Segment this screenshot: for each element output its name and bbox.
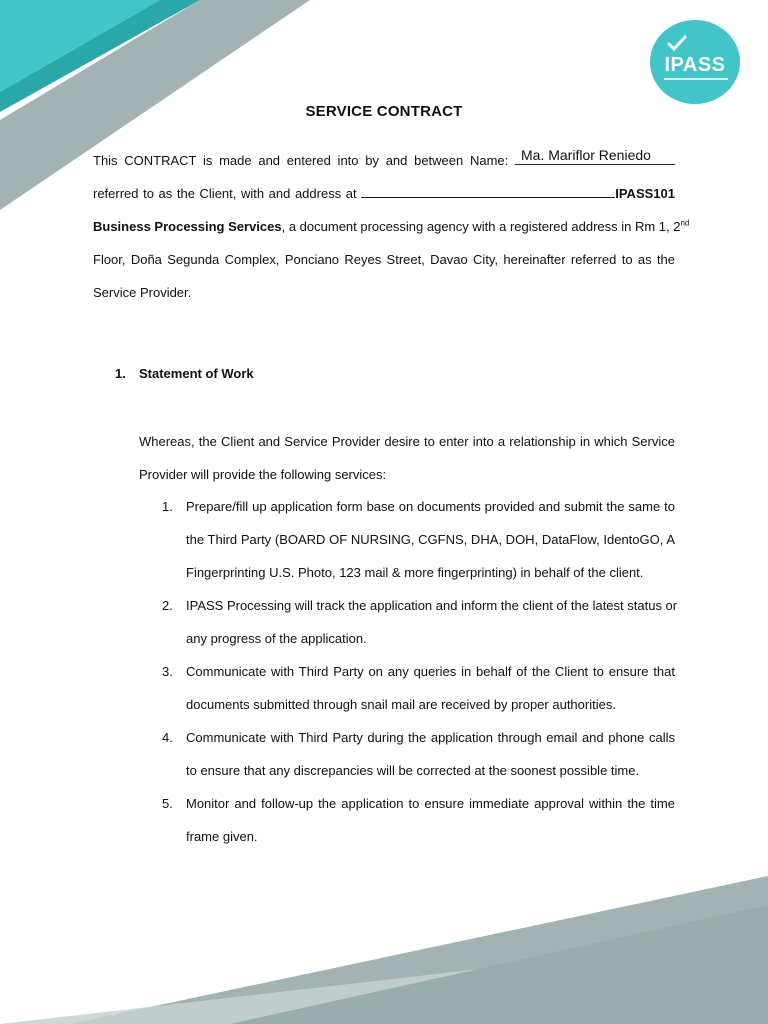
- list-item: [162, 590, 678, 656]
- list-item-text: frame given.: [186, 829, 258, 844]
- list-item-text: IPASS Processing will track the application and inform the client of the latest status or: [186, 598, 678, 613]
- list-item: [162, 491, 675, 590]
- intro-line-4: [93, 243, 675, 276]
- intro-line-3: [93, 210, 690, 243]
- list-item-number: 1.: [162, 499, 173, 514]
- list-item-text: to ensure that any discrepancies will be corrected at the soonest possible time.: [186, 763, 640, 778]
- list-item-number: 5.: [162, 796, 173, 811]
- list-item-line: [186, 491, 675, 524]
- provider-name-part1: IPASS101: [615, 186, 675, 201]
- client-address-field[interactable]: [361, 185, 615, 198]
- list-item-text: Communicate with Third Party during the application through email and phone calls: [186, 730, 675, 745]
- section-heading: [115, 366, 254, 381]
- section-intro-text-1: Whereas, the Client and Service Provider desire to enter into a relationship in which Service: [139, 434, 675, 449]
- intro-text-2: referred to as the Client, with and address at: [93, 186, 357, 201]
- intro-text-1: This CONTRACT is made and entered into by and between Name:: [93, 153, 509, 168]
- intro-paragraph: [93, 144, 690, 309]
- list-item: [162, 656, 675, 722]
- services-list: [162, 491, 678, 854]
- list-item-line: [186, 590, 678, 623]
- section-number: 1.: [115, 366, 126, 381]
- ipass-logo: [650, 20, 740, 104]
- section-intro-text-2: Provider will provide the following services:: [139, 467, 387, 482]
- logo-tagline-mark: [664, 78, 728, 80]
- list-item-line: [186, 689, 675, 722]
- section-intro-line-1: [139, 425, 675, 458]
- section-intro-paragraph: [139, 425, 675, 491]
- page-title: SERVICE CONTRACT: [305, 103, 463, 120]
- list-item-line: [186, 755, 675, 788]
- list-item-text: Monitor and follow-up the application to ensure immediate approval within the time: [186, 796, 675, 811]
- section-intro-line-2: [139, 458, 675, 491]
- list-item-line: [186, 788, 675, 821]
- checkmark-icon: [666, 34, 688, 52]
- list-item-text: Communicate with Third Party on any queries in behalf of the Client to ensure that: [186, 664, 675, 679]
- client-name-field[interactable]: [515, 147, 675, 165]
- list-item-line: [186, 524, 675, 557]
- list-item-text: Prepare/fill up application form base on documents provided and submit the same to: [186, 499, 675, 514]
- intro-line-1: [93, 144, 675, 177]
- intro-text-4: Floor, Doña Segunda Complex, Ponciano Reyes Street, Davao City, hereinafter referred to as the: [93, 252, 675, 267]
- list-item: [162, 722, 675, 788]
- list-item-text: the Third Party (BOARD OF NURSING, CGFNS, DHA, DOH, DataFlow, IdentoGO, A: [186, 532, 675, 547]
- list-item-text: Fingerprinting U.S. Photo, 123 mail & more fingerprinting) in behalf of the client.: [186, 565, 644, 580]
- intro-text-5: Service Provider.: [93, 285, 192, 300]
- logo-text: IPASS: [664, 54, 726, 76]
- intro-line-5: [93, 276, 675, 309]
- list-item-line: [186, 722, 675, 755]
- list-item-number: 4.: [162, 730, 173, 745]
- intro-line-2: [93, 177, 675, 210]
- list-item-text: any progress of the application.: [186, 631, 367, 646]
- list-item-line: [186, 623, 675, 656]
- section-title: Statement of Work: [139, 366, 254, 381]
- provider-name-part2: Business Processing Services: [93, 219, 282, 234]
- list-item-text: documents submitted through snail mail are received by proper authorities.: [186, 697, 616, 712]
- list-item-line: [186, 656, 675, 689]
- client-name-value: Ma. Mariflor Reniedo: [521, 147, 651, 163]
- list-item-number: 3.: [162, 664, 173, 679]
- list-item-line: [186, 821, 675, 854]
- list-item: [162, 788, 675, 854]
- intro-text-3: , a document processing agency with a registered address in Rm 1, 2: [281, 219, 681, 234]
- list-item-number: 2.: [162, 598, 173, 613]
- ordinal-suffix: nd: [680, 218, 690, 228]
- list-item-line: [186, 557, 675, 590]
